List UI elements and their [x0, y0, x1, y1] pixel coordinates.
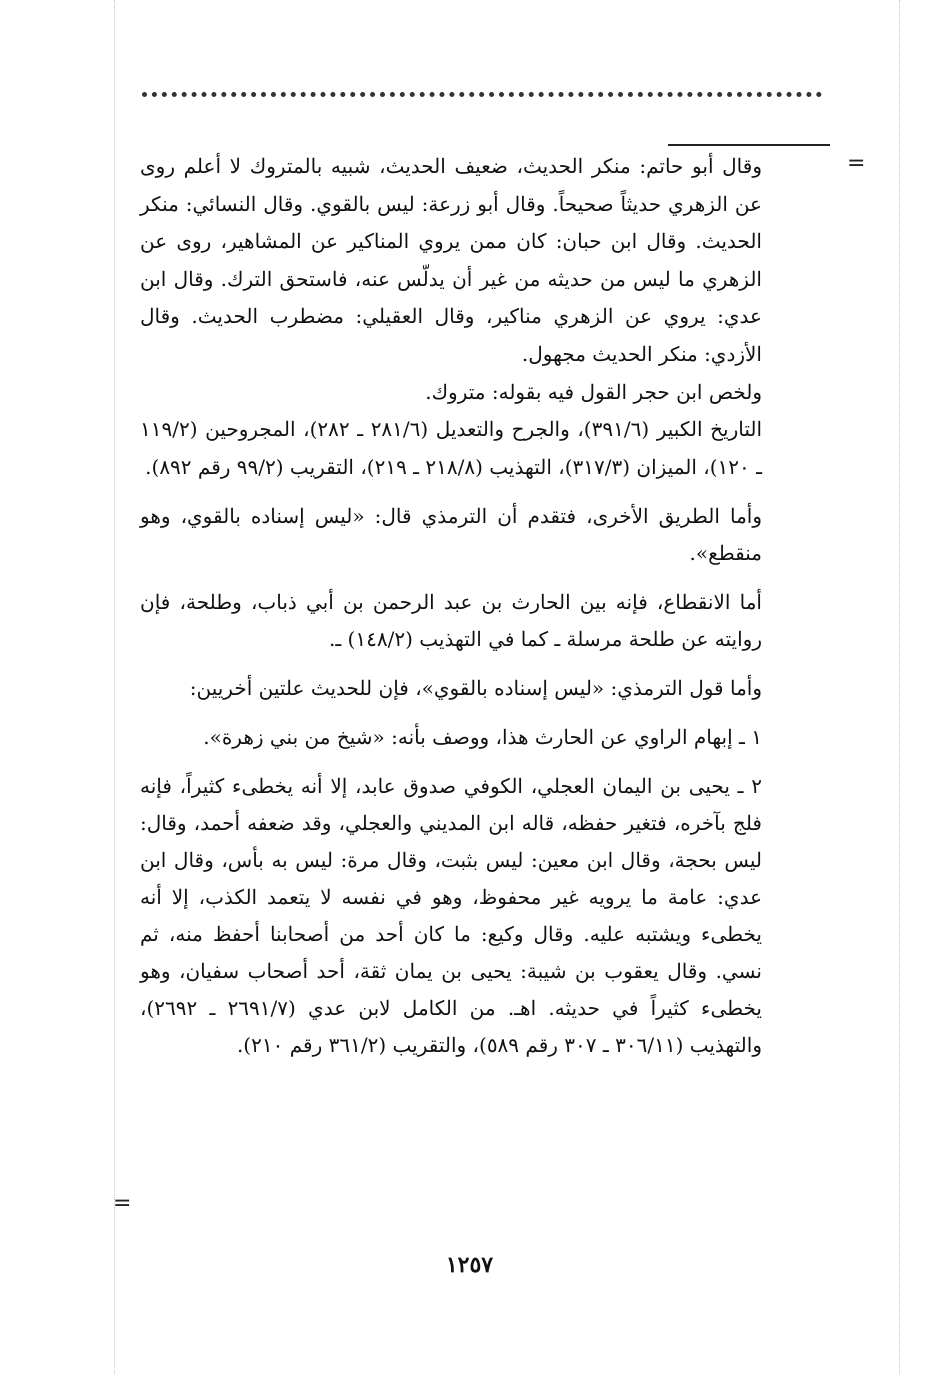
right-margin-line: [899, 0, 900, 1374]
left-margin-line: [114, 0, 115, 1374]
paragraph-disconnection: أما الانقطاع، فإنه بين الحارث بن عبد الرحمن بن أبي ذباب، وطلحة، فإن روايته عن طلحة مرسلة ـ كما في التهذيب (١٤٨/٢) ـ.: [140, 590, 762, 652]
paragraph-reason-2: ٢ ـ يحيى بن اليمان العجلي، الكوفي صدوق عابد، إلا أنه يخطىء كثيراً، فإنه فلج بآخره، فتغير حفظه، قاله ابن المديني والعجلي، وقد ضعفه أحمد، وقال: ليس بحجة، وقال ابن معين: ليس بثبت، وقال مرة: ليس به بأس، وقال ابن عدي: عامة ما يرويه غير محفوظ، وهو في نفسه لا يتعمد الكذب، إلا أنه يخطىء ويشتبه عليه. وقال وكيع: ما كان أحد من أصحابنا أحفظ منه، ثم نسي. وقال يعقوب بن شيبة: يحيى بن يمان ثقة، أحد أصحاب سفيان، وهو يخطىء كثيراً في حديثه. اهـ. من الكامل لابن عدي (٢٦٩١/٧ ـ ٢٦٩٢)، والتهذيب (٣٠٦/١١ ـ ٣٠٧ رقم ٥٨٩)، والتقريب (٣٦١/٢ رقم ٢١٠).: [140, 774, 763, 1058]
paragraph-other-route: وأما الطريق الأخرى، فتقدم أن الترمذي قال: «ليس إسناده بالقوي، وهو منقطع».: [140, 504, 762, 566]
paragraph-reason-1: ١ ـ إبهام الراوي عن الحارث هذا، ووصف بأنه: «شيخ من بني زهرة».: [203, 725, 762, 750]
dotted-separator: [142, 92, 822, 97]
paragraph-ibn-hajar: ولخص ابن حجر القول فيه بقوله: متروك.: [425, 379, 762, 404]
paragraph-references-1: التاريخ الكبير (٣٩١/٦)، والجرح والتعديل (٢٨١/٦ ـ ٢٨٢)، المجروحين (١١٩/٢ ـ ١٢٠)، الميزان (٣١٧/٣)، التهذيب (٢١٨/٨ ـ ٢١٩)، التقريب (٩٩/٢ رقم ٨٩٢).: [140, 417, 763, 479]
page-number: ١٢٥٧: [445, 1252, 494, 1278]
footnote-body: [140, 148, 762, 1064]
paragraph-criticism: وقال أبو حاتم: منكر الحديث، ضعيف الحديث، شبيه بالمتروك لا أعلم روى عن الزهري حديثاً صحيحاً. وقال أبو زرعة: ليس بالقوي. وقال النسائي: منكر الحديث. وقال ابن حبان: كان ممن يروي المناكير عن المشاهير، روى عن الزهري ما ليس من حديثه من غير أن يدلّس عنه، فاستحق الترك. وقال ابن عدي: يروي عن الزهري مناكير، وقال العقيلي: مضطرب الحديث. وقال الأزدي: منكر الحديث مجهول.: [140, 154, 762, 366]
continuation-mark-bottom: =: [113, 1191, 132, 1216]
continuation-mark-top: =: [847, 151, 866, 176]
footnote-rule: [668, 144, 830, 146]
paragraph-tirmidhi-saying: وأما قول الترمذي: «ليس إسناده بالقوي»، فإن للحديث علتين أخريين:: [189, 676, 762, 701]
